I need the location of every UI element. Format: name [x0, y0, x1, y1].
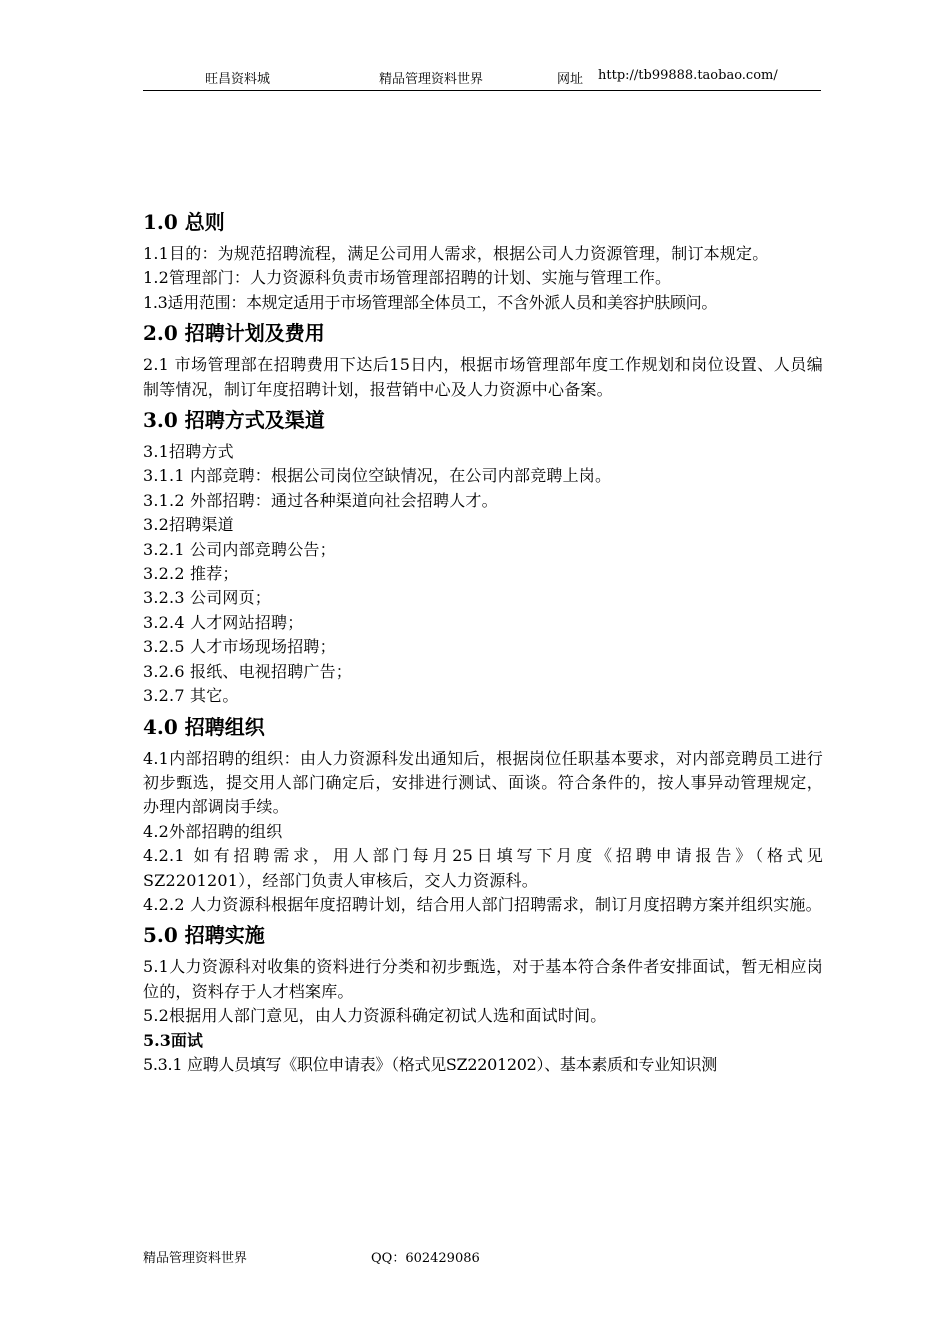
section-4-internal: 4.1内部招聘的组织：由人力资源科发出通知后，根据岗位任职基本要求，对内部竞聘员工进行初步甄选，提交用人部门确定后，安排进行测试、面谈。符合条件的，按人事异动管理规定，办理内部调岗手续。: [143, 748, 823, 817]
section-5-title: 5.0 招聘实施: [143, 923, 265, 948]
section-2-paragraph: 2.1 市场管理部在招聘费用下达后15日内，根据市场管理部年度工作规划和岗位设置、人员编制等情况，制订年度招聘计划，报营销中心及人力资源中心备案。: [143, 355, 823, 399]
section-5-interview-heading: 5.3面试: [143, 1030, 203, 1050]
section-1-department: 1.2管理部门：人力资源科负责市场管理部招聘的计划、实施与管理工作。: [143, 268, 672, 288]
section-3-item: 3.2.2 推荐；: [143, 564, 239, 584]
section-4-title: 4.0 招聘组织: [143, 714, 265, 739]
section-3-item: 3.1招聘方式: [143, 442, 234, 462]
section-3-title: 3.0 招聘方式及渠道: [143, 408, 325, 433]
page-footer: [143, 1247, 743, 1267]
document-body: [143, 208, 823, 1077]
section-3-item: 3.2.5 人才市场现场招聘；: [143, 637, 336, 657]
section-4-external-request: 4.2.1 如有招聘需求，用人部门每月25日填写下月度《招聘申请报告》（格式见SZ2201201），经部门负责人审核后，交人力资源科。: [143, 846, 823, 890]
section-1-title: 1.0 总则: [143, 210, 225, 234]
section-3-item: 3.2招聘渠道: [143, 515, 234, 535]
section-3-item: 3.2.4 人才网站招聘；: [143, 612, 304, 632]
section-3-item: 3.2.1 公司内部竞聘公告；: [143, 539, 336, 559]
section-3-item: 3.1.2 外部招聘：通过各种渠道向社会招聘人才。: [143, 490, 498, 510]
page-header: [143, 66, 821, 91]
header-address-label: 网址: [557, 72, 584, 87]
section-5-schedule: 5.2根据用人部门意见，由人力资源科确定初试人选和面试时间。: [143, 1006, 607, 1026]
header-site-name: 旺昌资料城: [205, 72, 271, 87]
footer-world-name: 精品管理资料世界: [143, 1251, 248, 1266]
section-4-external-plan: 4.2.2 人力资源科根据年度招聘计划，结合用人部门招聘需求，制订月度招聘方案并组织实施。: [143, 894, 822, 914]
footer-qq: QQ：602429086: [371, 1251, 480, 1266]
header-url: http://tb99888.taobao.com/: [598, 68, 778, 83]
section-3-item: 3.2.3 公司网页；: [143, 588, 271, 608]
header-world-name: 精品管理资料世界: [379, 72, 484, 87]
section-3-item: 3.2.7 其它。: [143, 686, 239, 706]
section-4-external-heading: 4.2外部招聘的组织: [143, 821, 283, 841]
section-5-screening: 5.1人力资源科对收集的资料进行分类和初步甄选，对于基本符合条件者安排面试，暂无相应岗位的，资料存于人才档案库。: [143, 957, 823, 1001]
section-3-item: 3.1.1 内部竞聘：根据公司岗位空缺情况，在公司内部竞聘上岗。: [143, 466, 612, 486]
section-5-application: 5.3.1 应聘人员填写《职位申请表》（格式见SZ2201202）、基本素质和专业知识测: [143, 1054, 717, 1074]
section-1-scope: 1.3适用范围：本规定适用于市场管理部全体员工，不含外派人员和美容护肤顾问。: [143, 292, 718, 312]
section-3-item: 3.2.6 报纸、电视招聘广告；: [143, 661, 352, 681]
section-1-purpose: 1.1目的：为规范招聘流程，满足公司用人需求，根据公司人力资源管理，制订本规定。: [143, 244, 769, 263]
section-2-title: 2.0 招聘计划及费用: [143, 321, 325, 346]
